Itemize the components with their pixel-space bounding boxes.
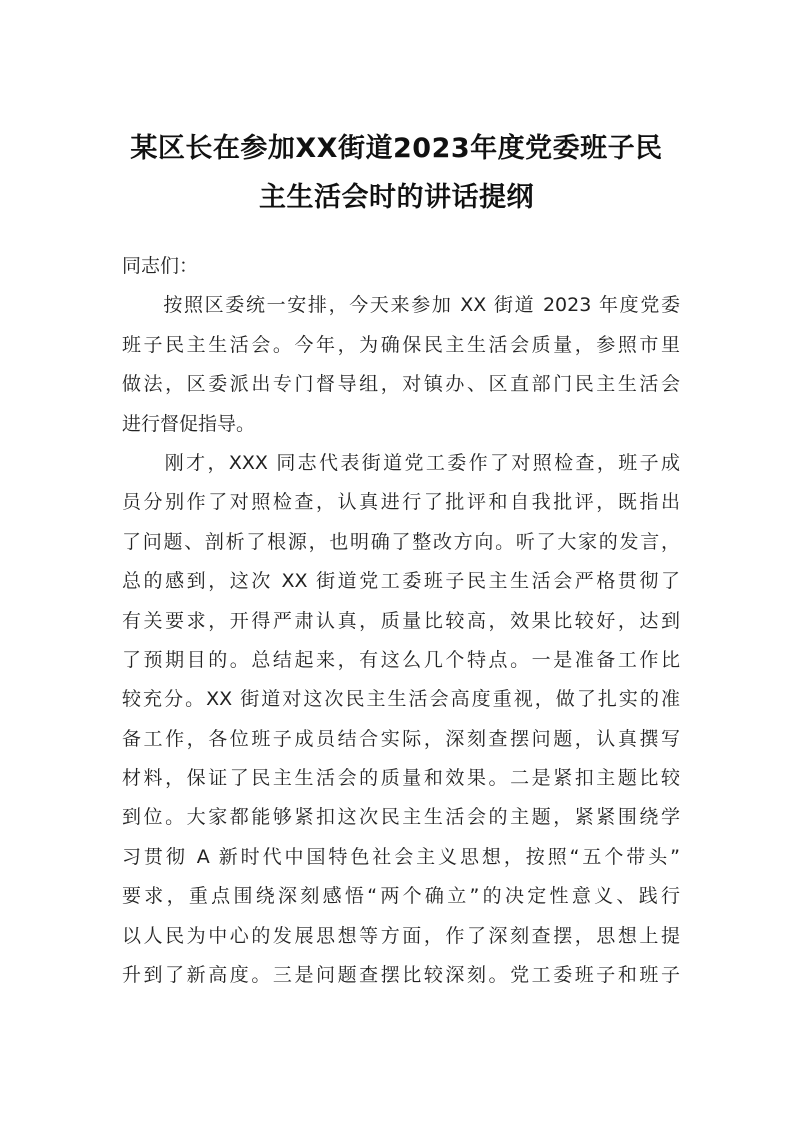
text-line: 升到了新高度。三是问题查摆比较深刻。党工委班子和班子 xyxy=(122,964,680,987)
text-line: 刚才，XXX 同志代表街道党工委作了对照检查，班子成 xyxy=(122,451,680,474)
text-line: 材料，保证了民主生活会的质量和效果。二是紧扣主题比较 xyxy=(122,767,680,790)
text-line: 员分别作了对照检查，认真进行了批评和自我批评，既指出 xyxy=(122,491,680,514)
text-line: 做法，区委派出专门督导组，对镇办、区直部门民主生活会 xyxy=(122,373,680,396)
salutation: 同志们： xyxy=(122,255,199,277)
text-line: 要求，重点围绕深刻感悟“两个确立”的决定性意义、践行 xyxy=(122,885,680,908)
text-line: 备工作，各位班子成员结合实际，深刻查摆问题，认真撰写 xyxy=(122,727,680,750)
document-title xyxy=(100,124,693,222)
text-line: 较充分。XX 街道对这次民主生活会高度重视，做了扎实的准 xyxy=(122,688,680,711)
paragraph-2 xyxy=(122,444,680,995)
text-line: 到位。大家都能够紧扣这次民主生活会的主题，紧紧围绕学 xyxy=(122,806,680,829)
text-line: 总的感到，这次 XX 街道党工委班子民主生活会严格贯彻了 xyxy=(122,570,680,593)
text-line: 有关要求，开得严肃认真，质量比较高，效果比较好，达到 xyxy=(122,609,680,632)
text-line: 进行督促指导。 xyxy=(122,412,256,435)
title-line-1: 某区长在参加XX街道2023年度党委班子民 xyxy=(130,133,663,164)
text-line: 班子民主生活会。今年，为确保民主生活会质量，参照市里 xyxy=(122,333,680,356)
document-body xyxy=(122,247,680,995)
text-line: 了预期目的。总结起来，有这么几个特点。一是准备工作比 xyxy=(122,648,680,671)
text-line: 了问题、剖析了根源，也明确了整改方向。听了大家的发言， xyxy=(122,530,680,553)
text-line: 按照区委统一安排，今天来参加 XX 街道 2023 年度党委 xyxy=(122,294,680,317)
paragraph-1 xyxy=(122,286,680,444)
title-line-2: 主生活会时的讲话提纲 xyxy=(259,182,534,213)
text-line: 习贯彻 A 新时代中国特色社会主义思想，按照“五个带头” xyxy=(122,845,680,868)
text-line: 以人民为中心的发展思想等方面，作了深刻查摆，思想上提 xyxy=(122,924,680,947)
